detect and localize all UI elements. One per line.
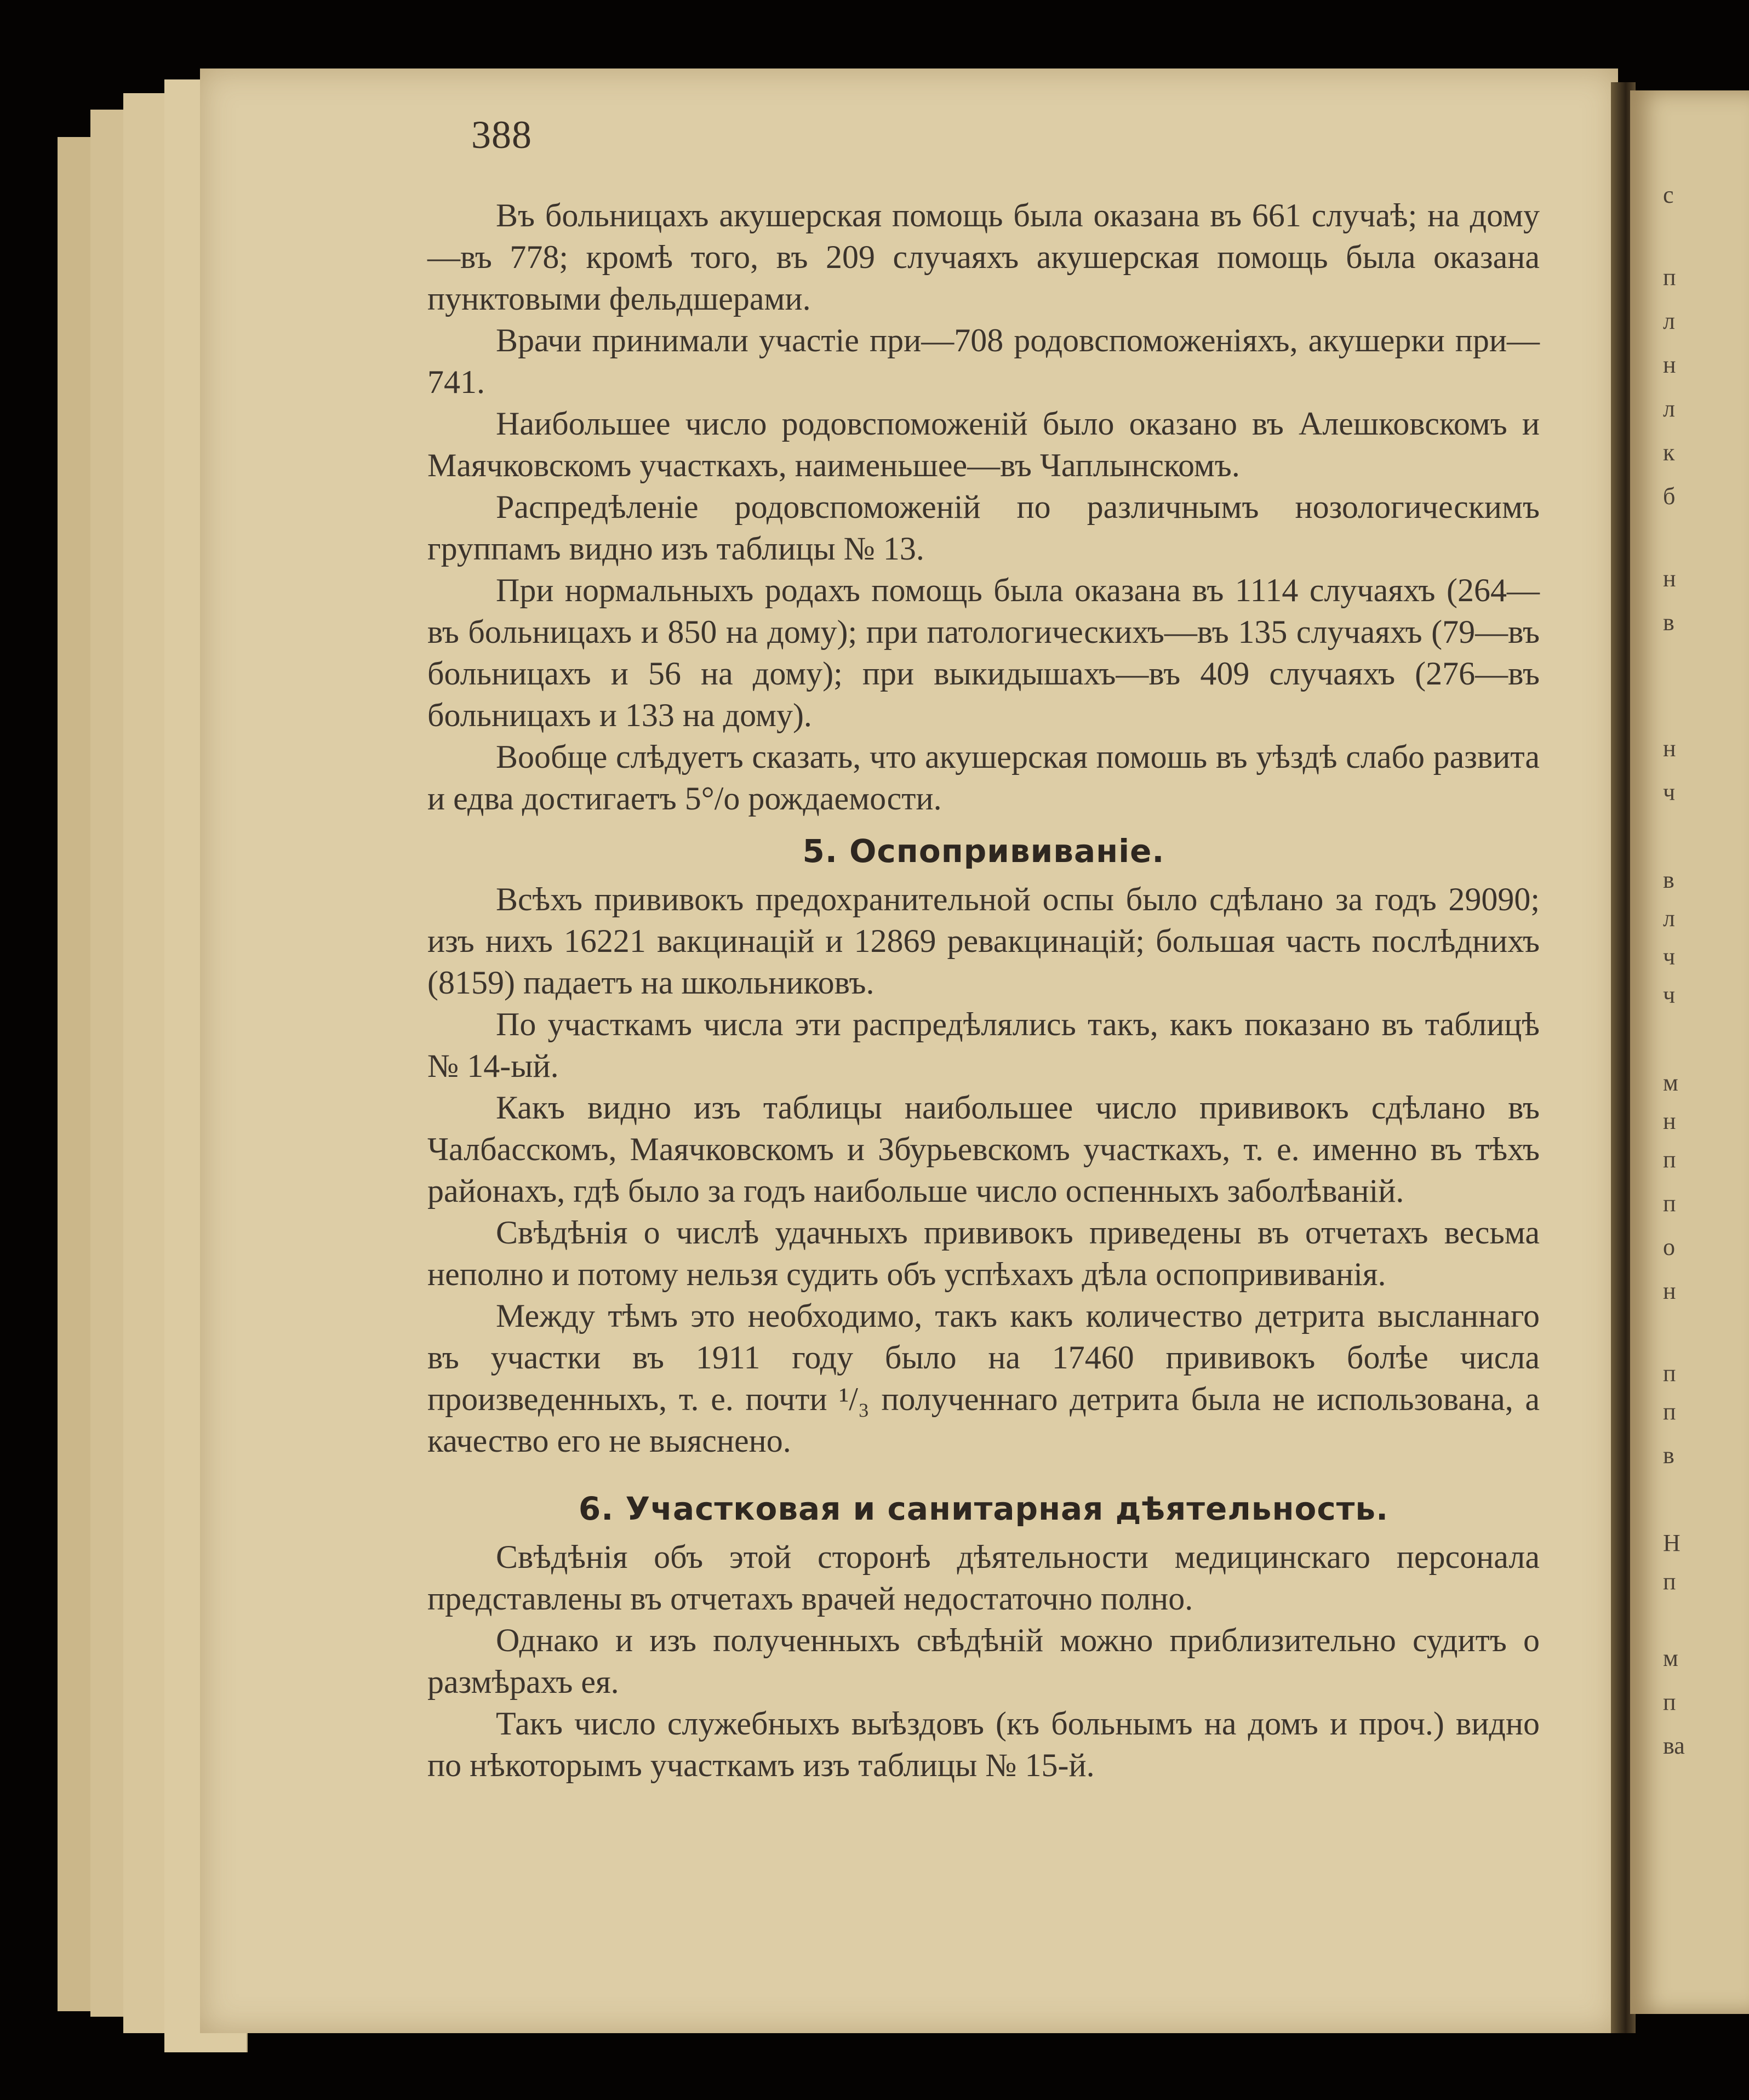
paragraph: Между тѣмъ это необходимо, такъ какъ количество детрита высланнаго въ участки въ 1911 году было на 17460 прививокъ болѣе числа произведенныхъ, т. е. почти ¹/₃ полученнаго детрита была не использована, а качество его не выяснено. xyxy=(427,1298,1540,1459)
margin-letter: п xyxy=(1663,1688,1676,1715)
paragraph: Свѣдѣнія о числѣ удачныхъ прививокъ приведены въ отчетахъ весьма неполно и потому нельзя судить объ успѣхахъ дѣла оспопрививанія. xyxy=(427,1214,1540,1292)
paragraph: Распредѣленіе родовспоможеній по различнымъ нозологическимъ группамъ видно изъ таблицы № 13. xyxy=(427,489,1540,567)
margin-letter: л xyxy=(1663,905,1675,932)
margin-letter: ч xyxy=(1663,779,1676,806)
margin-letter: к xyxy=(1663,439,1675,466)
margin-letter: н xyxy=(1663,1108,1676,1134)
margin-letter: п xyxy=(1663,1190,1676,1217)
margin-letter: п xyxy=(1663,1398,1676,1425)
margin-letter: п xyxy=(1663,264,1676,290)
margin-letter: ч xyxy=(1663,943,1676,970)
margin-letter: ва xyxy=(1663,1732,1685,1759)
margin-letter: л xyxy=(1663,395,1675,422)
margin-letter: в xyxy=(1663,609,1674,636)
section-heading-5: 5. Оспопрививаніе. xyxy=(802,832,1165,870)
paragraph: При нормальныхъ родахъ помощь была оказана въ 1114 случаяхъ (264—въ больницахъ и 850 на дому); при патологическихъ—въ 135 случаяхъ (79—въ больницахъ и 56 на дому); при выкидышахъ—въ 409 случаяхъ (276—въ больницахъ и 133 на дому). xyxy=(427,572,1540,733)
paragraph: Какъ видно изъ таблицы наибольшее число прививокъ сдѣлано въ Чалбасскомъ, Маячковскомъ и Збурьевскомъ участкахъ, т. е. именно въ тѣхъ районахъ, гдѣ было за годъ наибольше число оспенныхъ заболѣваній. xyxy=(427,1089,1540,1209)
paragraph: Наибольшее число родовспоможеній было оказано въ Алешковскомъ и Маячковскомъ участкахъ, наименьшее—въ Чаплынскомъ. xyxy=(427,406,1540,483)
margin-letter: Н xyxy=(1663,1530,1681,1556)
margin-letter: п xyxy=(1663,1360,1676,1386)
margin-letter: ч xyxy=(1663,981,1676,1008)
paragraph: Вообще слѣдуетъ сказать, что акушерская помошь въ уѣздѣ слабо развита и едва достигаетъ 5°/о рождаемости. xyxy=(427,739,1540,817)
margin-letter: м xyxy=(1663,1069,1678,1096)
margin-letter: м xyxy=(1663,1645,1678,1671)
right-page-edge xyxy=(1630,90,1749,2014)
margin-letter: н xyxy=(1663,565,1676,592)
paragraph: Такъ число служебныхъ выѣздовъ (къ больнымъ на домъ и проч.) видно по нѣкоторымъ участкамъ изъ таблицы № 15-й. xyxy=(427,1705,1540,1783)
margin-letter: п xyxy=(1663,1146,1676,1173)
page-number: 388 xyxy=(471,113,532,157)
margin-letter: с xyxy=(1663,181,1674,208)
margin-letter: п xyxy=(1663,1568,1676,1595)
margin-letter: в xyxy=(1663,1442,1674,1469)
margin-letter: н xyxy=(1663,351,1676,378)
section-heading-6: 6. Участковая и санитарная дѣятельность. xyxy=(578,1490,1389,1527)
paragraph: Всѣхъ прививокъ предохранительной оспы было сдѣлано за годъ 29090; изъ нихъ 16221 вакцинацій и 12869 ревакцинацій; большая часть послѣднихъ (8159) падаетъ на школьниковъ. xyxy=(427,881,1540,1001)
margin-letter: в xyxy=(1663,866,1674,893)
margin-letter: н xyxy=(1663,735,1676,762)
paragraph: Однако и изъ полученныхъ свѣдѣній можно приблизительно судитъ о размѣрахъ ея. xyxy=(427,1622,1540,1700)
margin-letter: л xyxy=(1663,307,1675,334)
margin-letter: б xyxy=(1663,483,1676,510)
paragraph: Врачи принимали участіе при—708 родовспоможеніяхъ, акушерки при—741. xyxy=(427,322,1540,400)
margin-letter: о xyxy=(1663,1234,1675,1260)
paragraph: Въ больницахъ акушерская помощь была оказана въ 661 случаѣ; на дому—въ 778; кромѣ того, въ 209 случаяхъ акушерская помощь была оказана пунктовыми фельдшерами. xyxy=(427,197,1540,317)
page-body xyxy=(427,195,1540,1786)
paragraph: По участкамъ числа эти распредѣлялись такъ, какъ показано въ таблицѣ № 14-ый. xyxy=(427,1006,1540,1084)
margin-letter: н xyxy=(1663,1277,1676,1304)
paragraph: Свѣдѣнія объ этой сторонѣ дѣятельности медицинскаго персонала представлены въ отчетахъ врачей недостаточно полно. xyxy=(427,1539,1540,1617)
